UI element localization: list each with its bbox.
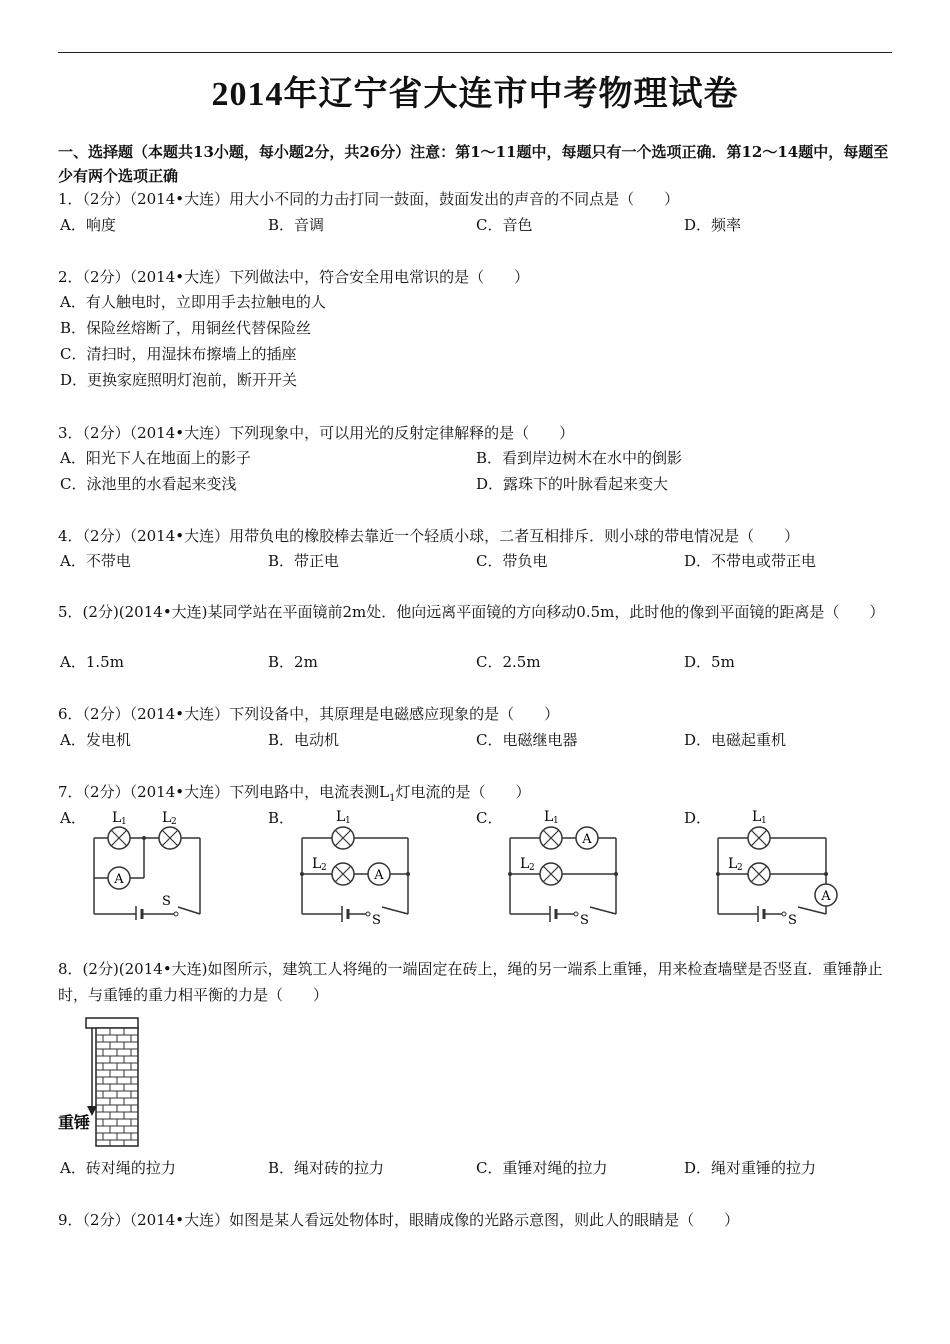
q7-option-d: D． — [684, 809, 712, 827]
q5-option-d: D．5m — [684, 653, 735, 671]
q1-option-d: D．频率 — [684, 216, 742, 234]
q3-option-a: A．阳光下人在地面上的影子 — [60, 449, 251, 467]
q7-stem-sub: 1 — [389, 793, 396, 804]
question-5-stem: 5．(2分)(2014•大连)某同学站在平面镜前2m处．他向远离平面镜的方向移动0.5m，此时他的像到平面镜的距离是（ ） — [58, 603, 885, 621]
lamp-l1-label: L — [336, 809, 346, 825]
lamp-l2-label: L — [728, 856, 738, 872]
q8-option-b: B．绳对砖的拉力 — [268, 1159, 385, 1177]
q8-option-a: A．砖对绳的拉力 — [60, 1159, 176, 1177]
lamp-l1-sub: 1 — [345, 816, 351, 826]
q4-option-c: C．带负电 — [476, 552, 548, 570]
ammeter-label: A — [821, 889, 831, 904]
lamp-l1-sub: 1 — [121, 817, 127, 827]
lamp-l2-sub: 2 — [737, 863, 743, 873]
q6-option-a: A．发电机 — [60, 731, 131, 749]
q5-option-c: C．2.5m — [476, 653, 541, 671]
q5-option-b: B．2m — [268, 653, 318, 671]
q2-option-d: D．更换家庭照明灯泡前，断开开关 — [60, 371, 298, 389]
ammeter-label: A — [114, 872, 124, 887]
question-1-stem: 1．（2分）（2014•大连）用大小不同的力击打同一鼓面，鼓面发出的声音的不同点是（ ） — [58, 190, 680, 208]
q6-option-d: D．电磁起重机 — [684, 731, 787, 749]
q6-option-b: B．电动机 — [268, 731, 340, 749]
lamp-l1-icon — [748, 827, 770, 849]
lamp-l2-icon — [159, 827, 181, 849]
ammeter-label: A — [374, 868, 384, 883]
lamp-l1-sub: 1 — [553, 816, 559, 826]
lamp-l1-icon — [540, 827, 562, 849]
section-heading: 一、选择题（本题共13小题，每小题2分，共26分）注意：第1～11题中，每题只有一个选项正确．第12～14题中，每题至少有两个选项正确 — [58, 143, 889, 185]
q7-option-a: A． — [60, 809, 86, 827]
lamp-l2-sub: 2 — [321, 863, 327, 873]
circuit-d-diagram — [708, 806, 844, 924]
lamp-l2-label: L — [520, 856, 530, 872]
lamp-l2-sub: 2 — [529, 863, 535, 873]
question-3-stem: 3．（2分）（2014•大连）下列现象中，可以用光的反射定律解释的是（ ） — [58, 424, 575, 442]
q2-option-c: C．清扫时，用湿抹布擦墙上的插座 — [60, 345, 297, 363]
q8-option-d: D．绳对重锤的拉力 — [684, 1159, 817, 1177]
q6-option-c: C．电磁继电器 — [476, 731, 578, 749]
page-title: 2014年辽宁省大连市中考物理试卷 — [211, 76, 739, 113]
lamp-l1-label: L — [112, 810, 122, 826]
q2-option-b: B．保险丝熔断了，用铜丝代替保险丝 — [60, 319, 312, 337]
circuit-b-diagram — [292, 806, 416, 924]
lamp-l1-label: L — [752, 809, 762, 825]
lamp-l1-label: L — [544, 809, 554, 825]
q7-option-b: B． — [268, 809, 295, 827]
q1-option-b: B．音调 — [268, 216, 325, 234]
lamp-l2-icon — [540, 863, 562, 885]
question-9-stem: 9．（2分）（2014•大连）如图是某人看远处物体时，眼睛成像的光路示意图，则此人的眼睛是（ ） — [58, 1211, 740, 1229]
lamp-l2-label: L — [312, 856, 322, 872]
q5-option-a: A．1.5m — [60, 653, 124, 671]
lamp-l2-label: L — [162, 810, 172, 826]
brick-wall — [96, 1028, 138, 1146]
ammeter-label: A — [582, 832, 592, 847]
q3-option-d: D．露珠下的叶脉看起来变大 — [476, 475, 669, 493]
plumb-wall-figure — [56, 1012, 146, 1148]
q1-option-a: A．响度 — [60, 216, 116, 234]
q3-option-b: B．看到岸边树木在水中的倒影 — [476, 449, 683, 467]
lamp-l1-icon — [108, 827, 130, 849]
lamp-l2-icon — [332, 863, 354, 885]
q7-stem-before: 7．（2分）（2014•大连）下列电路中，电流表测L — [58, 783, 390, 801]
circuit-c-diagram — [500, 806, 624, 924]
plumb-bob-label: 重锤 — [58, 1113, 91, 1132]
switch-label: S — [372, 913, 381, 924]
q4-option-d: D．不带电或带正电 — [684, 552, 817, 570]
lamp-l2-sub: 2 — [171, 817, 177, 827]
q4-option-a: A．不带电 — [60, 552, 131, 570]
q2-option-a: A．有人触电时，立即用手去拉触电的人 — [60, 293, 326, 311]
header-rule — [58, 52, 892, 53]
lamp-l1-icon — [332, 827, 354, 849]
q8-option-c: C．重锤对绳的拉力 — [476, 1159, 608, 1177]
switch-label: S — [788, 913, 797, 924]
lamp-l1-sub: 1 — [761, 816, 767, 826]
q7-stem-after: 灯电流的是（ ） — [395, 783, 531, 801]
lamp-l2-icon — [748, 863, 770, 885]
q4-option-b: B．带正电 — [268, 552, 340, 570]
switch-label: S — [580, 913, 589, 924]
question-8-stem: 8．(2分)(2014•大连)如图所示，建筑工人将绳的一端固定在砖上，绳的另一端系上重锤，用来检查墙壁是否竖直．重锤静止时，与重锤的重力相平衡的力是（ ） — [58, 960, 883, 1004]
question-2-stem: 2．（2分）（2014•大连）下列做法中，符合安全用电常识的是（ ） — [58, 268, 530, 286]
question-4-stem: 4．（2分）（2014•大连）用带负电的橡胶棒去靠近一个轻质小球，二者互相排斥．则小球的带电情况是（ ） — [58, 527, 800, 545]
circuit-a-diagram — [84, 808, 214, 920]
question-6-stem: 6．（2分）（2014•大连）下列设备中，其原理是电磁感应现象的是（ ） — [58, 705, 560, 723]
q1-option-c: C．音色 — [476, 216, 533, 234]
brick-top — [86, 1018, 138, 1028]
q7-option-c: C． — [476, 809, 503, 827]
q3-option-c: C．泳池里的水看起来变浅 — [60, 475, 237, 493]
switch-label: S — [162, 894, 171, 909]
